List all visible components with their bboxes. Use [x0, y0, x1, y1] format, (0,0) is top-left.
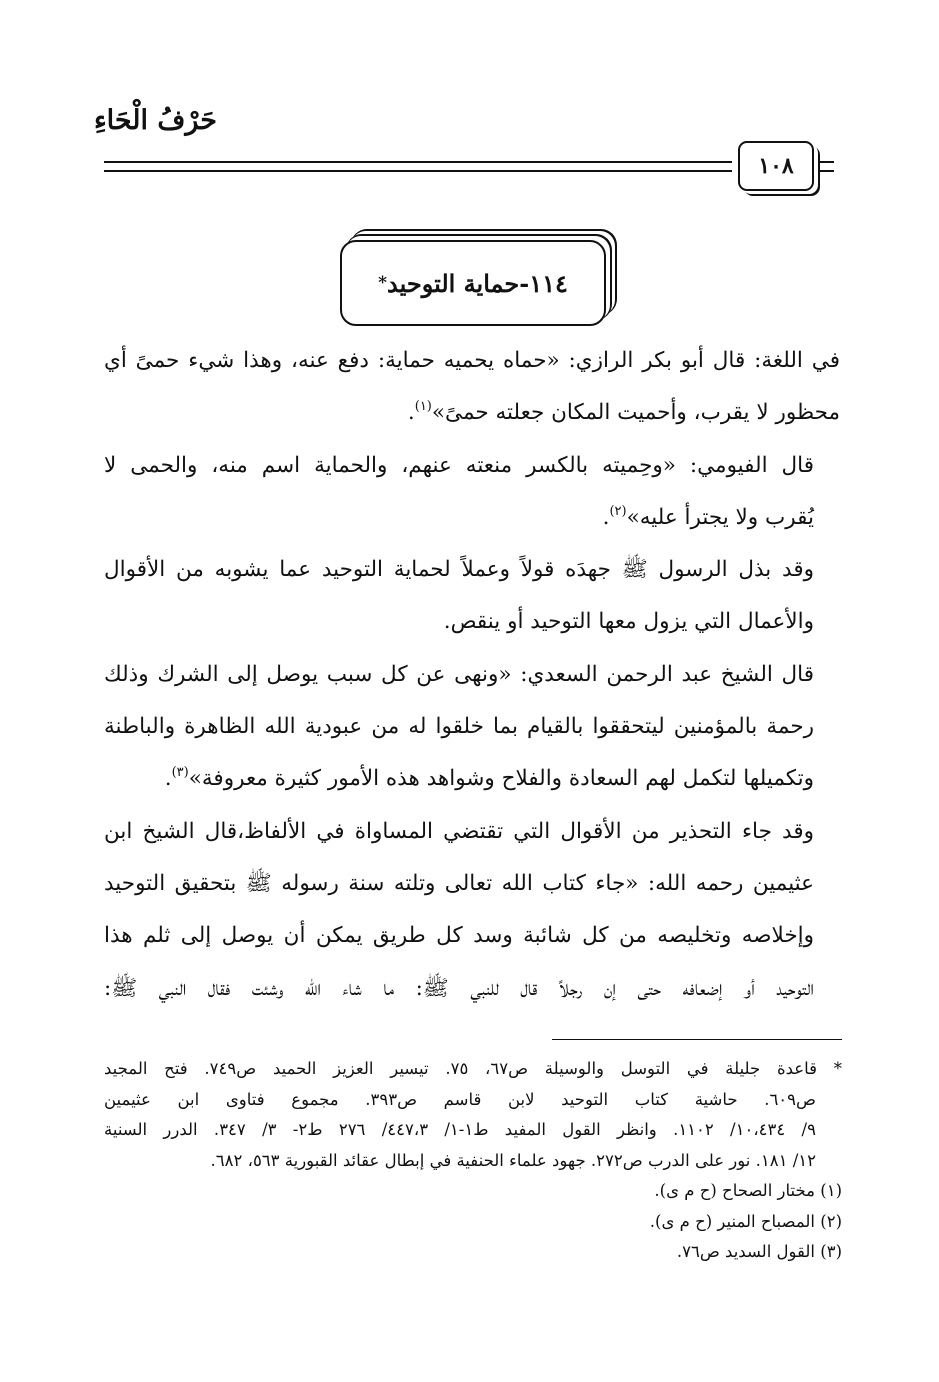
- text-line: رحمة بالمؤمنين ليتحققوا بالقيام بما خلقوا له من عبودية الله الظاهرة والباطنة: [104, 714, 814, 740]
- text-segment: .: [602, 504, 610, 530]
- body-text: [104, 335, 840, 1015]
- text-segment: محظور لا يقرب، وأحميت المكان جعلته حمىً»: [431, 400, 840, 426]
- paragraph-prophet-effort: [104, 544, 840, 649]
- text-line: والأعمال التي يزول معها التوحيد أو ينقص.: [443, 609, 814, 635]
- footnote-ref: (١): [414, 399, 432, 415]
- footnote-marker: *: [378, 273, 388, 293]
- paragraph-fayyumi: [104, 440, 840, 545]
- header-rule-stub: [820, 170, 834, 172]
- footnote-line: ٩/ ١٠،٤٣٤/ ١١٠٢. وانظر القول المفيد ط١-١/ ٤٤٧،٣/ ٢٧٦ ط٢- ٣/ ٣٤٧. الدرر السنية: [104, 1120, 816, 1139]
- footnote-separator: [552, 1039, 842, 1040]
- footnote-line: ١٢/ ١٨١. نور على الدرب ص٢٧٢. جهود علماء الحنفية في إبطال عقائد القبورية ٥٦٣، ٦٨٢.: [210, 1150, 816, 1170]
- header-rule: [104, 170, 732, 172]
- header-rule-stub: [820, 161, 834, 163]
- text-segment: .: [407, 400, 415, 426]
- footnote-2: (٢) المصباح المنير (ح م ى).: [649, 1211, 842, 1231]
- page-number-text: ١٠٨: [758, 153, 794, 179]
- footnote-1: (١) مختار الصحاح (ح م ى).: [654, 1181, 842, 1200]
- text-line: [104, 492, 840, 544]
- section-title: [342, 242, 604, 324]
- paragraph-saadi: [104, 649, 840, 806]
- footnote-line: ص٦٠٩. حاشية كتاب التوحيد لابن قاسم ص٣٩٣. مجموع فتاوى ابن عثيمين: [104, 1089, 816, 1109]
- footnote-sources: [104, 1054, 842, 1176]
- footnote-line: * قاعدة جليلة في التوسل والوسيلة ص٦٧، ٧٥. تيسير العزيز الحميد ص٧٤٩. فتح المجيد: [104, 1059, 842, 1078]
- text-line: [104, 753, 840, 805]
- section-title-text: حماية التوحيد: [387, 268, 520, 298]
- section-title-frame: [340, 240, 606, 326]
- text-line: وإخلاصه وتخليصه من كل شائبة وسد كل طريق يمكن أن يوصل إلى ثلم هذا: [104, 923, 814, 949]
- text-line: عثيمين رحمه الله: «جاء كتاب الله تعالى وتلته سنة رسوله ﷺ بتحقيق التوحيد: [104, 870, 814, 896]
- text-line: وقد جاء التحذير من الأقوال التي تقتضي المساواة في الألفاظ،قال الشيخ ابن: [104, 818, 814, 844]
- text-line: وقد بذل الرسول ﷺ جهدَه قولاً وعملاً لحماية التوحيد عما يشوبه من الأقوال: [104, 557, 814, 583]
- chapter-title: حَرْفُ الْحَاءِ: [93, 105, 217, 136]
- text-line: في اللغة: قال أبو بكر الرازي: «حماه يحميه حماية: دفع عنه، وهذا شيء حمىً أي: [104, 348, 840, 373]
- footnote-ref: (٣): [171, 765, 189, 781]
- footnotes: [104, 1054, 842, 1268]
- text-segment: وتكميلها لتكمل لهم السعادة والفلاح وشواهد هذه الأمور كثيرة معروفة»: [188, 766, 814, 792]
- text-line: التوحيد أو إضعافه حتى إن رجلاً قال للنبي ﷺ: ما شاء الله وشئت فقال النبي ﷺ:: [104, 975, 814, 1001]
- footnote-3: (٣) القول السديد ص٧٦.: [676, 1242, 842, 1261]
- page-number: [738, 141, 814, 191]
- section-number: ١١٤-: [519, 268, 568, 298]
- text-line: [104, 387, 840, 439]
- text-segment: .: [164, 766, 172, 792]
- text-segment: يُقرب ولا يجترأ عليه»: [626, 504, 814, 530]
- text-line: قال الشيخ عبد الرحمن السعدي: «ونهى عن كل سبب يوصل إلى الشرك وذلك: [104, 661, 814, 687]
- paragraph-uthaymin: [104, 806, 840, 1015]
- header-rule: [104, 161, 732, 163]
- text-line: قال الفيومي: «وحِميته بالكسر منعته عنهم، والحماية اسم منه، والحمى لا: [104, 452, 814, 478]
- paragraph-definition-razi: [104, 335, 840, 440]
- footnote-ref: (٢): [609, 503, 627, 519]
